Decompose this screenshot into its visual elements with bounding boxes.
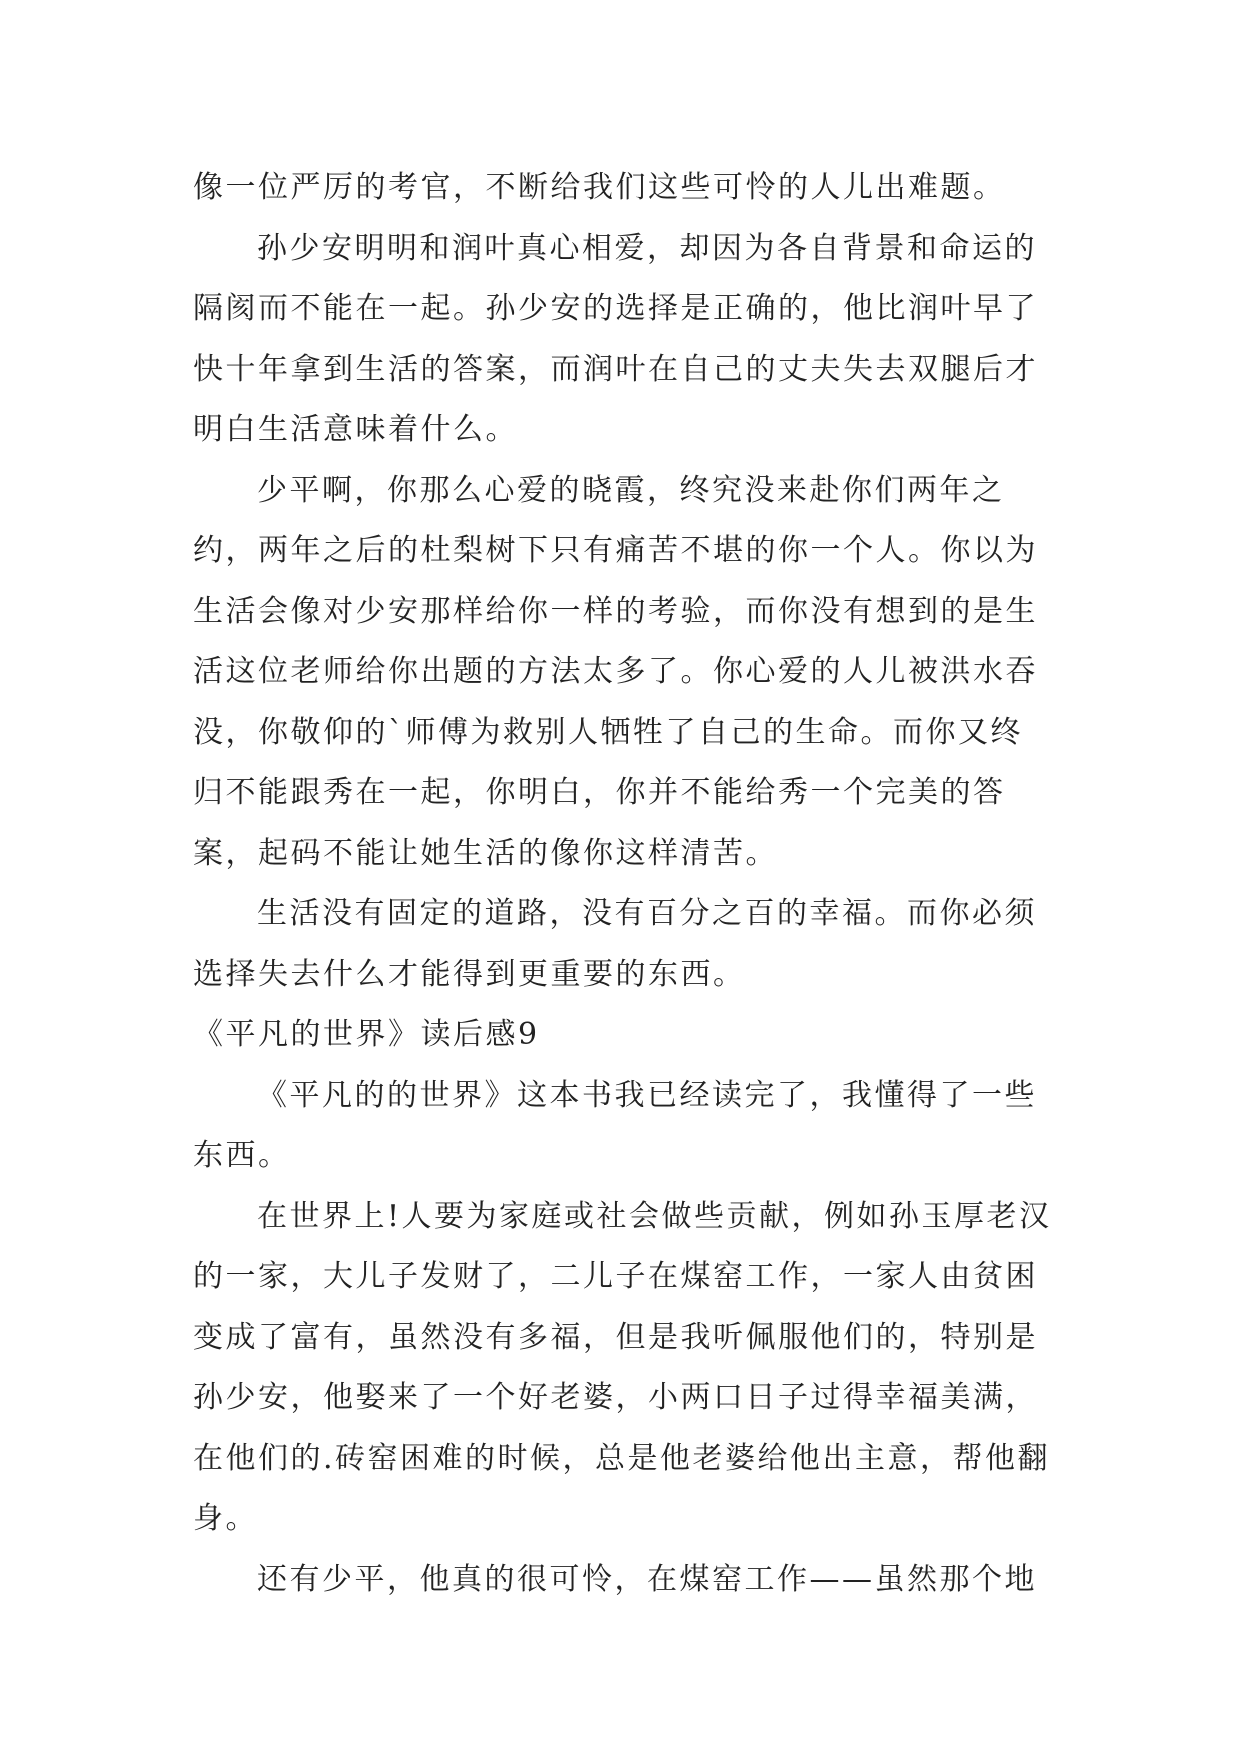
section-heading: 《平凡的世界》读后感9: [193, 1017, 540, 1052]
paragraph: 还有少平，他真的很可怜，在煤窑工作——虽然那个地: [257, 1561, 1037, 1597]
paragraph: 少平啊，你那么心爱的晓霞，终究没来赴你们两年之约，两年之后的杜梨树下只有痛苦不堪的你一个人。你以为生活会像对少安那样给你一样的考验，而你没有想到的是生活这位老师给你出题的方法太多了。你心爱的人儿被洪水吞没，你敬仰的`师傅为救别人牺牲了自己的生命。而你又终归不能跟秀在一起，你明白，你并不能给秀一个完美的答案，起码不能让她生活的像你这样清苦。: [193, 472, 1038, 871]
document-body: [193, 158, 1053, 1610]
paragraph: 孙少安明明和润叶真心相爱，却因为各自背景和命运的隔阂而不能在一起。孙少安的选择是正确的，他比润叶早了快十年拿到生活的答案，而润叶在自己的丈夫失去双腿后才明白生活意味着什么。: [193, 230, 1038, 447]
paragraph: 《平凡的的世界》这本书我已经读完了，我懂得了一些东西。: [193, 1077, 1037, 1173]
paragraph: 在世界上!人要为家庭或社会做些贡献，例如孙玉厚老汉的一家，大儿子发财了，二儿子在煤窑工作，一家人由贫困变成了富有，虽然没有多福，但是我听佩服他们的，特别是孙少安，他娶来了一个好老婆，小两口日子过得幸福美满，在他们的.砖窑困难的时候，总是他老婆给他出主意，帮他翻身。: [193, 1198, 1052, 1536]
paragraph: 像一位严厉的考官，不断给我们这些可怜的人儿出难题。: [193, 170, 1006, 205]
paragraph: 生活没有固定的道路，没有百分之百的幸福。而你必须选择失去什么才能得到更重要的东西。: [193, 896, 1037, 992]
